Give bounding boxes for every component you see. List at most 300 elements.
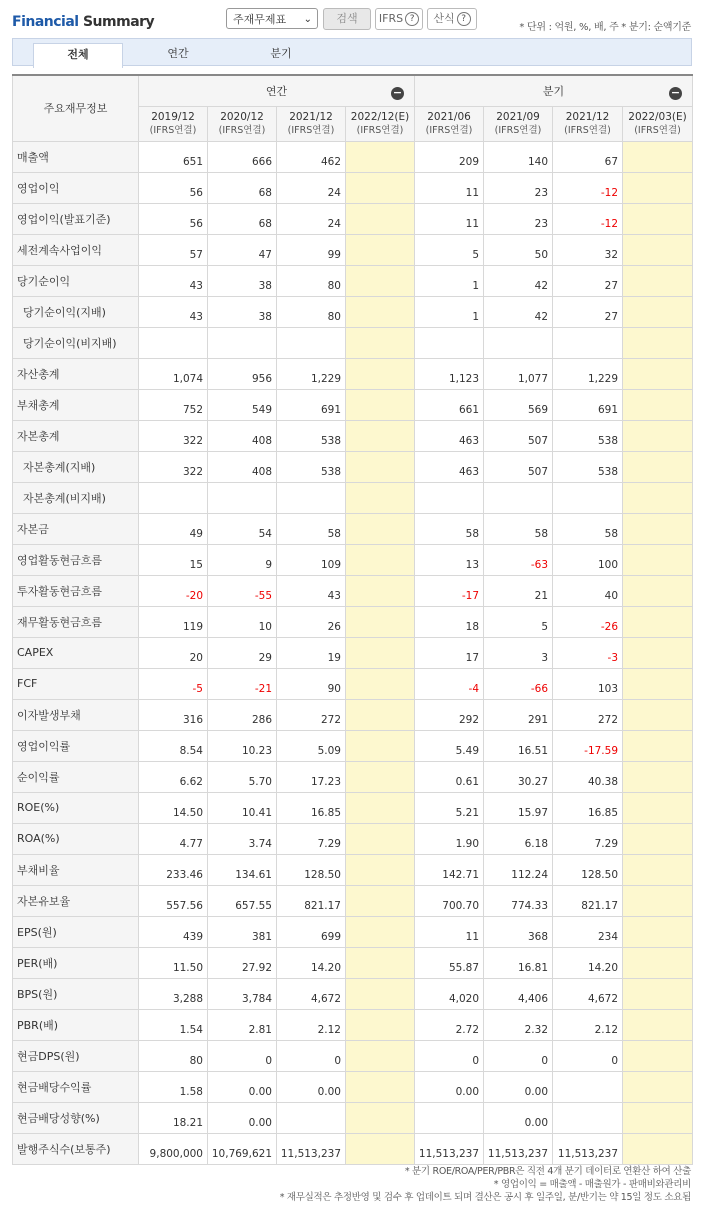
table-cell: 80 xyxy=(277,296,346,327)
table-cell: 699 xyxy=(277,916,346,947)
table-cell: 18 xyxy=(415,606,484,637)
row-label: CAPEX xyxy=(13,637,139,668)
table-cell: 538 xyxy=(553,451,623,482)
table-cell: 538 xyxy=(553,420,623,451)
row-label: 영업이익 xyxy=(13,172,139,203)
table-cell: 23 xyxy=(484,172,553,203)
table-row xyxy=(13,1133,693,1164)
table-cell: -26 xyxy=(553,606,623,637)
table-cell xyxy=(623,978,693,1009)
table-cell: 16.81 xyxy=(484,947,553,978)
table-cell: 0 xyxy=(277,1040,346,1071)
table-cell: -3 xyxy=(553,637,623,668)
row-label: 자본총계(비지배) xyxy=(13,482,139,513)
table-cell: 10,769,621 xyxy=(208,1133,277,1164)
table-row xyxy=(13,916,693,947)
table-cell: 7.29 xyxy=(553,823,623,854)
row-label: 투자활동현금흐름 xyxy=(13,575,139,606)
table-cell xyxy=(623,203,693,234)
table-cell xyxy=(346,296,415,327)
table-cell xyxy=(346,141,415,172)
financial-summary-table xyxy=(12,74,693,1165)
table-row xyxy=(13,730,693,761)
period-header: 2021/12 (IFRS연결) xyxy=(277,106,346,141)
table-cell: 538 xyxy=(277,420,346,451)
table-cell: 43 xyxy=(139,296,208,327)
table-cell xyxy=(623,1102,693,1133)
table-cell: 23 xyxy=(484,203,553,234)
table-cell: 11,513,237 xyxy=(415,1133,484,1164)
table-cell: 109 xyxy=(277,544,346,575)
row-label: ROA(%) xyxy=(13,823,139,854)
unit-note: * 단위 : 억원, %, 배, 주 * 분기: 순액기준 xyxy=(519,22,691,33)
formula-help-button[interactable]: 산식 ? xyxy=(427,8,477,30)
table-row xyxy=(13,761,693,792)
table-cell: 140 xyxy=(484,141,553,172)
table-cell: 103 xyxy=(553,668,623,699)
footnotes xyxy=(280,1165,691,1204)
row-label: 현금DPS(원) xyxy=(13,1040,139,1071)
table-cell xyxy=(623,575,693,606)
table-cell: 408 xyxy=(208,420,277,451)
table-row xyxy=(13,544,693,575)
table-cell: 4,020 xyxy=(415,978,484,1009)
footnote: * 분기 ROE/ROA/PER/PBR은 직전 4개 분기 데이터로 연환산 하여 산출 xyxy=(404,1166,691,1177)
table-cell xyxy=(346,730,415,761)
table-cell xyxy=(623,420,693,451)
table-cell xyxy=(484,327,553,358)
row-label: 당기순이익(지배) xyxy=(13,296,139,327)
table-cell: 90 xyxy=(277,668,346,699)
table-cell: 5.09 xyxy=(277,730,346,761)
table-cell: 657.55 xyxy=(208,885,277,916)
table-row xyxy=(13,823,693,854)
table-cell: 16.51 xyxy=(484,730,553,761)
table-cell: 49 xyxy=(139,513,208,544)
table-cell: 0.00 xyxy=(277,1071,346,1102)
table-cell: 10.41 xyxy=(208,792,277,823)
table-cell: 0.00 xyxy=(484,1071,553,1102)
collapse-quarter-icon[interactable]: − xyxy=(670,86,681,99)
table-cell: 2.81 xyxy=(208,1009,277,1040)
table-cell xyxy=(346,916,415,947)
table-cell: 774.33 xyxy=(484,885,553,916)
table-cell xyxy=(346,482,415,513)
table-row xyxy=(13,1102,693,1133)
table-cell: 57 xyxy=(139,234,208,265)
quarter-group-header: 분기 − xyxy=(415,75,693,106)
table-cell: 322 xyxy=(139,420,208,451)
row-label: 자본총계 xyxy=(13,420,139,451)
table-cell xyxy=(139,327,208,358)
table-cell xyxy=(623,761,693,792)
table-cell: 38 xyxy=(208,296,277,327)
table-row xyxy=(13,978,693,1009)
row-label: 발행주식수(보통주) xyxy=(13,1133,139,1164)
table-cell: 2.12 xyxy=(553,1009,623,1040)
table-cell: 56 xyxy=(139,203,208,234)
table-cell xyxy=(623,1040,693,1071)
tab-bar xyxy=(12,38,692,66)
table-row xyxy=(13,668,693,699)
table-cell: 14.20 xyxy=(277,947,346,978)
table-cell xyxy=(346,1071,415,1102)
table-cell: 68 xyxy=(208,172,277,203)
row-label: 부채비율 xyxy=(13,854,139,885)
table-cell: -63 xyxy=(484,544,553,575)
table-cell xyxy=(415,1102,484,1133)
table-row xyxy=(13,265,693,296)
collapse-annual-icon[interactable]: − xyxy=(392,86,403,99)
table-cell: 17.23 xyxy=(277,761,346,792)
table-cell: 8.54 xyxy=(139,730,208,761)
table-cell xyxy=(346,513,415,544)
table-cell xyxy=(553,482,623,513)
row-label: 세전계속사업이익 xyxy=(13,234,139,265)
period-header: 2019/12 (IFRS연결) xyxy=(139,106,208,141)
row-label: 자산총계 xyxy=(13,358,139,389)
table-cell: 1 xyxy=(415,265,484,296)
table-cell: 291 xyxy=(484,699,553,730)
table-cell: 38 xyxy=(208,265,277,296)
row-label: 자본유보율 xyxy=(13,885,139,916)
table-cell: 24 xyxy=(277,172,346,203)
table-cell xyxy=(623,1071,693,1102)
table-cell: 569 xyxy=(484,389,553,420)
table-row xyxy=(13,947,693,978)
table-row xyxy=(13,389,693,420)
table-row xyxy=(13,482,693,513)
table-cell: 11 xyxy=(415,916,484,947)
tab-quarterly[interactable]: 분기 xyxy=(270,47,292,60)
table-cell: 4,672 xyxy=(553,978,623,1009)
table-cell xyxy=(623,358,693,389)
tab-annual[interactable]: 연간 xyxy=(167,47,189,60)
table-cell: 11 xyxy=(415,203,484,234)
table-cell: 58 xyxy=(415,513,484,544)
row-label: 재무활동현금흐름 xyxy=(13,606,139,637)
row-label: 영업활동현금흐름 xyxy=(13,544,139,575)
table-row xyxy=(13,637,693,668)
table-cell: 463 xyxy=(415,420,484,451)
table-cell xyxy=(346,978,415,1009)
table-cell: -17 xyxy=(415,575,484,606)
table-cell: 56 xyxy=(139,172,208,203)
table-cell: -12 xyxy=(553,203,623,234)
table-cell xyxy=(553,1071,623,1102)
table-cell: 80 xyxy=(277,265,346,296)
table-cell xyxy=(623,265,693,296)
ifrs-help-button[interactable]: IFRS ? xyxy=(375,8,423,30)
table-cell: 0.00 xyxy=(484,1102,553,1133)
table-cell: 368 xyxy=(484,916,553,947)
table-cell: 47 xyxy=(208,234,277,265)
table-cell: 1,229 xyxy=(277,358,346,389)
table-cell xyxy=(208,482,277,513)
table-cell: 67 xyxy=(553,141,623,172)
table-cell: 5 xyxy=(415,234,484,265)
table-cell: 11 xyxy=(415,172,484,203)
table-cell: 666 xyxy=(208,141,277,172)
table-cell: 30.27 xyxy=(484,761,553,792)
table-cell: -66 xyxy=(484,668,553,699)
table-cell xyxy=(623,141,693,172)
table-cell: 233.46 xyxy=(139,854,208,885)
header xyxy=(0,0,703,38)
table-cell: 27 xyxy=(553,296,623,327)
table-row xyxy=(13,1040,693,1071)
table-cell: 29 xyxy=(208,637,277,668)
page-title: Financial Summary xyxy=(12,14,155,30)
row-label: 이자발생부채 xyxy=(13,699,139,730)
table-cell: -5 xyxy=(139,668,208,699)
period-header: 2021/09 (IFRS연결) xyxy=(484,106,553,141)
table-cell: 14.50 xyxy=(139,792,208,823)
table-cell xyxy=(623,389,693,420)
table-row xyxy=(13,854,693,885)
table-row xyxy=(13,1009,693,1040)
table-cell: 272 xyxy=(553,699,623,730)
row-label: 순이익률 xyxy=(13,761,139,792)
table-row xyxy=(13,420,693,451)
table-cell xyxy=(346,358,415,389)
table-cell: -17.59 xyxy=(553,730,623,761)
table-cell: 40 xyxy=(553,575,623,606)
table-cell: 1 xyxy=(415,296,484,327)
table-cell: 5 xyxy=(484,606,553,637)
table-row xyxy=(13,451,693,482)
table-cell: 1,074 xyxy=(139,358,208,389)
table-cell xyxy=(346,327,415,358)
table-cell xyxy=(346,172,415,203)
table-cell: 0.00 xyxy=(208,1102,277,1133)
table-cell: 10.23 xyxy=(208,730,277,761)
table-cell: 462 xyxy=(277,141,346,172)
table-cell: 549 xyxy=(208,389,277,420)
table-cell: 42 xyxy=(484,265,553,296)
table-cell: 292 xyxy=(415,699,484,730)
table-cell: 821.17 xyxy=(277,885,346,916)
row-label: 당기순이익 xyxy=(13,265,139,296)
table-cell: 1,077 xyxy=(484,358,553,389)
table-cell: 43 xyxy=(277,575,346,606)
table-cell xyxy=(277,1102,346,1133)
table-cell: 2.72 xyxy=(415,1009,484,1040)
footnote: * 재무실적은 추정반영 및 검수 후 업데이트 되며 결산은 공시 후 일주일, 분/반기는 약 15일 정도 소요됨 xyxy=(279,1192,691,1203)
table-cell xyxy=(623,1009,693,1040)
table-cell xyxy=(346,668,415,699)
table-cell: 11.50 xyxy=(139,947,208,978)
table-cell: 11,513,237 xyxy=(484,1133,553,1164)
table-cell: 24 xyxy=(277,203,346,234)
table-cell: 439 xyxy=(139,916,208,947)
table-cell: -4 xyxy=(415,668,484,699)
table-cell xyxy=(484,482,553,513)
table-cell: 19 xyxy=(277,637,346,668)
table-cell: 4,672 xyxy=(277,978,346,1009)
table-cell: 9,800,000 xyxy=(139,1133,208,1164)
table-cell: 956 xyxy=(208,358,277,389)
table-row xyxy=(13,172,693,203)
table-cell: 2.12 xyxy=(277,1009,346,1040)
table-cell: 234 xyxy=(553,916,623,947)
table-cell: 15.97 xyxy=(484,792,553,823)
table-cell xyxy=(346,420,415,451)
help-icon: ? xyxy=(405,12,419,26)
table-cell: 821.17 xyxy=(553,885,623,916)
table-cell: 7.29 xyxy=(277,823,346,854)
table-cell: 20 xyxy=(139,637,208,668)
row-label: ROE(%) xyxy=(13,792,139,823)
table-cell xyxy=(346,606,415,637)
table-cell xyxy=(346,265,415,296)
table-cell: 112.24 xyxy=(484,854,553,885)
table-cell: 752 xyxy=(139,389,208,420)
table-cell xyxy=(346,1009,415,1040)
table-cell xyxy=(346,637,415,668)
table-cell: 11,513,237 xyxy=(277,1133,346,1164)
table-cell: 15 xyxy=(139,544,208,575)
table-cell xyxy=(346,761,415,792)
table-cell xyxy=(623,823,693,854)
table-cell: 0 xyxy=(208,1040,277,1071)
period-header: 2022/12(E) (IFRS연결) xyxy=(346,106,415,141)
table-cell: 0.00 xyxy=(208,1071,277,1102)
table-cell: 1.90 xyxy=(415,823,484,854)
row-label: 현금배당수익률 xyxy=(13,1071,139,1102)
table-cell: 0 xyxy=(415,1040,484,1071)
table-cell: 557.56 xyxy=(139,885,208,916)
table-cell xyxy=(346,451,415,482)
table-cell xyxy=(277,327,346,358)
table-cell xyxy=(623,606,693,637)
row-label: 부채총계 xyxy=(13,389,139,420)
table-cell: 381 xyxy=(208,916,277,947)
table-row xyxy=(13,141,693,172)
table-cell: 0 xyxy=(553,1040,623,1071)
table-cell: 408 xyxy=(208,451,277,482)
row-label: FCF xyxy=(13,668,139,699)
search-button[interactable]: 검색 xyxy=(323,8,371,30)
table-cell: 32 xyxy=(553,234,623,265)
table-cell xyxy=(346,823,415,854)
table-cell: 4,406 xyxy=(484,978,553,1009)
table-cell: 538 xyxy=(277,451,346,482)
table-cell: 80 xyxy=(139,1040,208,1071)
table-cell: 13 xyxy=(415,544,484,575)
table-row xyxy=(13,792,693,823)
table-row xyxy=(13,606,693,637)
table-cell xyxy=(139,482,208,513)
table-cell xyxy=(346,575,415,606)
table-cell xyxy=(346,1133,415,1164)
table-row xyxy=(13,234,693,265)
statement-type-select[interactable]: 주재무제표 ⌄ xyxy=(226,8,318,29)
table-row xyxy=(13,513,693,544)
footnote: * 영업이익 = 매출액 - 매출원가 - 판매비와관리비 xyxy=(493,1179,691,1190)
row-label: BPS(원) xyxy=(13,978,139,1009)
table-cell xyxy=(623,699,693,730)
help-icon: ? xyxy=(457,12,471,26)
table-row xyxy=(13,699,693,730)
table-cell: 507 xyxy=(484,420,553,451)
table-cell xyxy=(623,544,693,575)
row-label: 영업이익(발표기준) xyxy=(13,203,139,234)
table-cell: 6.62 xyxy=(139,761,208,792)
table-cell: 209 xyxy=(415,141,484,172)
table-cell xyxy=(623,668,693,699)
table-cell xyxy=(415,482,484,513)
row-label: PER(배) xyxy=(13,947,139,978)
table-cell xyxy=(346,947,415,978)
row-label: 당기순이익(비지배) xyxy=(13,327,139,358)
row-label: 자본총계(지배) xyxy=(13,451,139,482)
table-cell: 27 xyxy=(553,265,623,296)
table-cell: 18.21 xyxy=(139,1102,208,1133)
table-cell: 16.85 xyxy=(553,792,623,823)
table-cell: 10 xyxy=(208,606,277,637)
table-cell xyxy=(623,792,693,823)
row-label: PBR(배) xyxy=(13,1009,139,1040)
row-label: 매출액 xyxy=(13,141,139,172)
table-cell: 661 xyxy=(415,389,484,420)
table-cell: 54 xyxy=(208,513,277,544)
table-cell xyxy=(346,389,415,420)
table-cell: -12 xyxy=(553,172,623,203)
row-label: 자본금 xyxy=(13,513,139,544)
table-cell: 27.92 xyxy=(208,947,277,978)
table-cell: 40.38 xyxy=(553,761,623,792)
chevron-down-icon: ⌄ xyxy=(303,14,312,25)
period-header: 2021/12 (IFRS연결) xyxy=(553,106,623,141)
table-cell: 5.70 xyxy=(208,761,277,792)
tab-all[interactable]: 전체 xyxy=(33,43,123,68)
table-cell: 58 xyxy=(277,513,346,544)
table-cell: 3.74 xyxy=(208,823,277,854)
table-cell xyxy=(623,296,693,327)
table-cell xyxy=(346,854,415,885)
table-cell: 3 xyxy=(484,637,553,668)
table-cell: 58 xyxy=(553,513,623,544)
table-cell: 99 xyxy=(277,234,346,265)
table-cell: 16.85 xyxy=(277,792,346,823)
table-cell: 4.77 xyxy=(139,823,208,854)
row-label: EPS(원) xyxy=(13,916,139,947)
table-cell xyxy=(346,1040,415,1071)
table-cell: 1.58 xyxy=(139,1071,208,1102)
table-cell: 700.70 xyxy=(415,885,484,916)
table-cell xyxy=(346,1102,415,1133)
table-cell: 0.61 xyxy=(415,761,484,792)
table-cell xyxy=(623,916,693,947)
table-cell xyxy=(623,172,693,203)
table-cell xyxy=(208,327,277,358)
table-cell: 651 xyxy=(139,141,208,172)
table-cell xyxy=(346,234,415,265)
table-cell: -55 xyxy=(208,575,277,606)
table-cell: 691 xyxy=(553,389,623,420)
table-cell xyxy=(623,730,693,761)
table-cell: 3,288 xyxy=(139,978,208,1009)
corner-header: 주요재무정보 xyxy=(13,75,139,141)
table-cell xyxy=(623,234,693,265)
table-cell xyxy=(623,327,693,358)
table-cell: 0 xyxy=(484,1040,553,1071)
table-cell xyxy=(623,947,693,978)
table-cell: 58 xyxy=(484,513,553,544)
period-header: 2020/12 (IFRS연결) xyxy=(208,106,277,141)
table-cell: 3,784 xyxy=(208,978,277,1009)
